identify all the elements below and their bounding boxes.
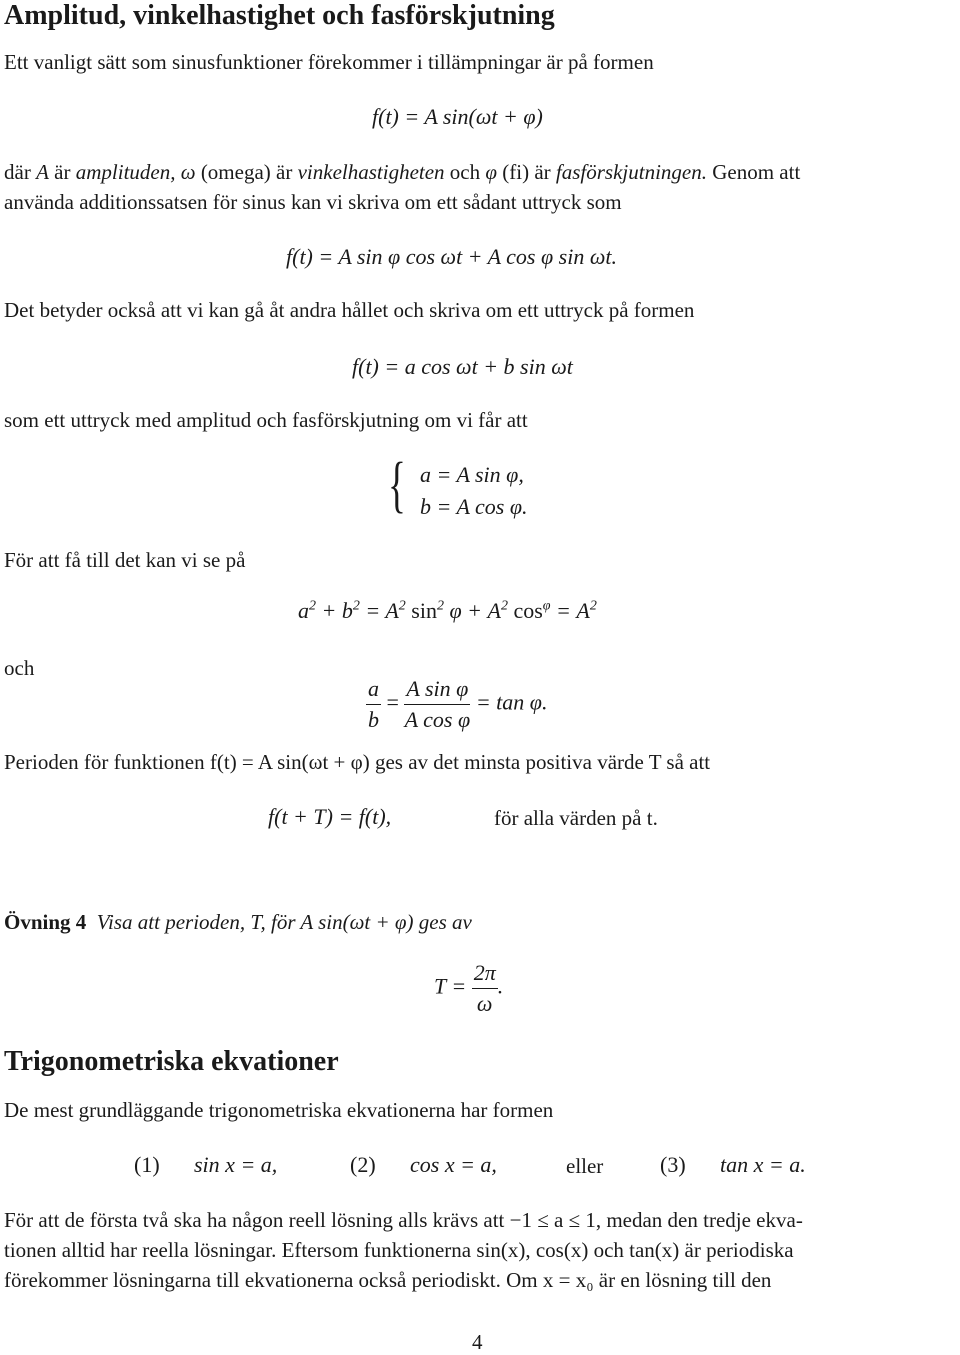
paragraph-see: För att få till det kan vi se på: [4, 548, 246, 572]
paragraph-solutions-line3: förekommer lösningarna till ekvationerna också periodiskt. Om x = x₀ är en lösning till den: [4, 1268, 772, 1292]
paragraph-reverse: Det betyder också att vi kan gå åt andra hållet och skriva om ett uttryck på formen: [4, 298, 695, 322]
paragraph-period: Perioden för funktionen f(t) = A sin(ωt + φ) ges av det minsta positiva värde T så att: [4, 750, 711, 774]
equation-period-formula: T = $\frac{2\pi}{\omega}$ .: [434, 960, 504, 1016]
paragraph-definitions-line2: använda additionssatsen för sinus kan vi skriva om ett sådant uttryck som: [4, 190, 622, 214]
page-number: 4: [472, 1330, 483, 1354]
word-och: och: [4, 656, 35, 680]
equation-tangent: $\frac{a}{b}$ = $\frac{\text{A sin φ}}{\text{A cos φ}}$ = tan φ.: [368, 676, 548, 732]
equation-periodicity-text: för alla värden på t.: [494, 806, 658, 830]
system-brace: {: [387, 451, 406, 519]
system-line-2: b = A cos φ.: [420, 494, 528, 519]
paragraph-solutions-line2: tionen alltid har reella lösningar. Eftersom funktionerna sin(x), cos(x) och tan(x) är periodiska: [4, 1238, 794, 1262]
paragraph-definitions: där A är amplituden, ω (omega) är vinkelhastigheten och φ (fi) är fasförskjutningen. Genom att: [4, 160, 801, 184]
paragraph-intro: Ett vanligt sätt som sinusfunktioner förekommer i tillämpningar är på formen: [4, 50, 654, 74]
paragraph-solutions-line1: För att de första två ska ha någon reell lösning alls krävs att −1 ≤ a ≤ 1, medan den tredje ekva-: [4, 1208, 803, 1232]
exercise-statement: [4, 910, 472, 935]
section-heading-2: Trigonometriska ekvationer: [4, 1046, 339, 1077]
equation-ab-form: f(t) = a cos ωt + b sin ωt: [352, 354, 573, 379]
equation-pythagoras: $a^2 + b^2 = A^2$ $\sin^2 \varphi + A^2$ $\cos^\varphi = A^2$: [298, 598, 597, 623]
paragraph-basic-equations: De mest grundläggande trigonometriska ekvationerna har formen: [4, 1098, 554, 1122]
equation-periodicity: f(t + T) = f(t),: [268, 804, 392, 829]
exercise-label: Övning 4: [4, 910, 87, 934]
equation-sine-form: f(t) = A sin(ωt + φ): [372, 104, 543, 129]
equation-expanded: f(t) = A sin φ cos ωt + A cos φ sin ωt.: [286, 244, 617, 269]
exercise-text: Visa att perioden, T, för A sin(ωt + φ) ges av: [96, 910, 472, 934]
equation-label-1: (1): [134, 1152, 160, 1177]
equation-label-3: (3): [660, 1152, 686, 1177]
equation-cos: cos x = a,: [410, 1152, 497, 1177]
equation-tan: tan x = a.: [720, 1152, 806, 1177]
system-line-1: a = A sin φ,: [420, 462, 524, 487]
equation-sin: sin x = a,: [194, 1152, 278, 1177]
equation-label-2: (2): [350, 1152, 376, 1177]
section-heading: Amplitud, vinkelhastighet och fasförskjutning: [4, 0, 555, 31]
word-eller: eller: [566, 1154, 604, 1178]
paragraph-condition: som ett uttryck med amplitud och fasförskjutning om vi får att: [4, 408, 528, 432]
